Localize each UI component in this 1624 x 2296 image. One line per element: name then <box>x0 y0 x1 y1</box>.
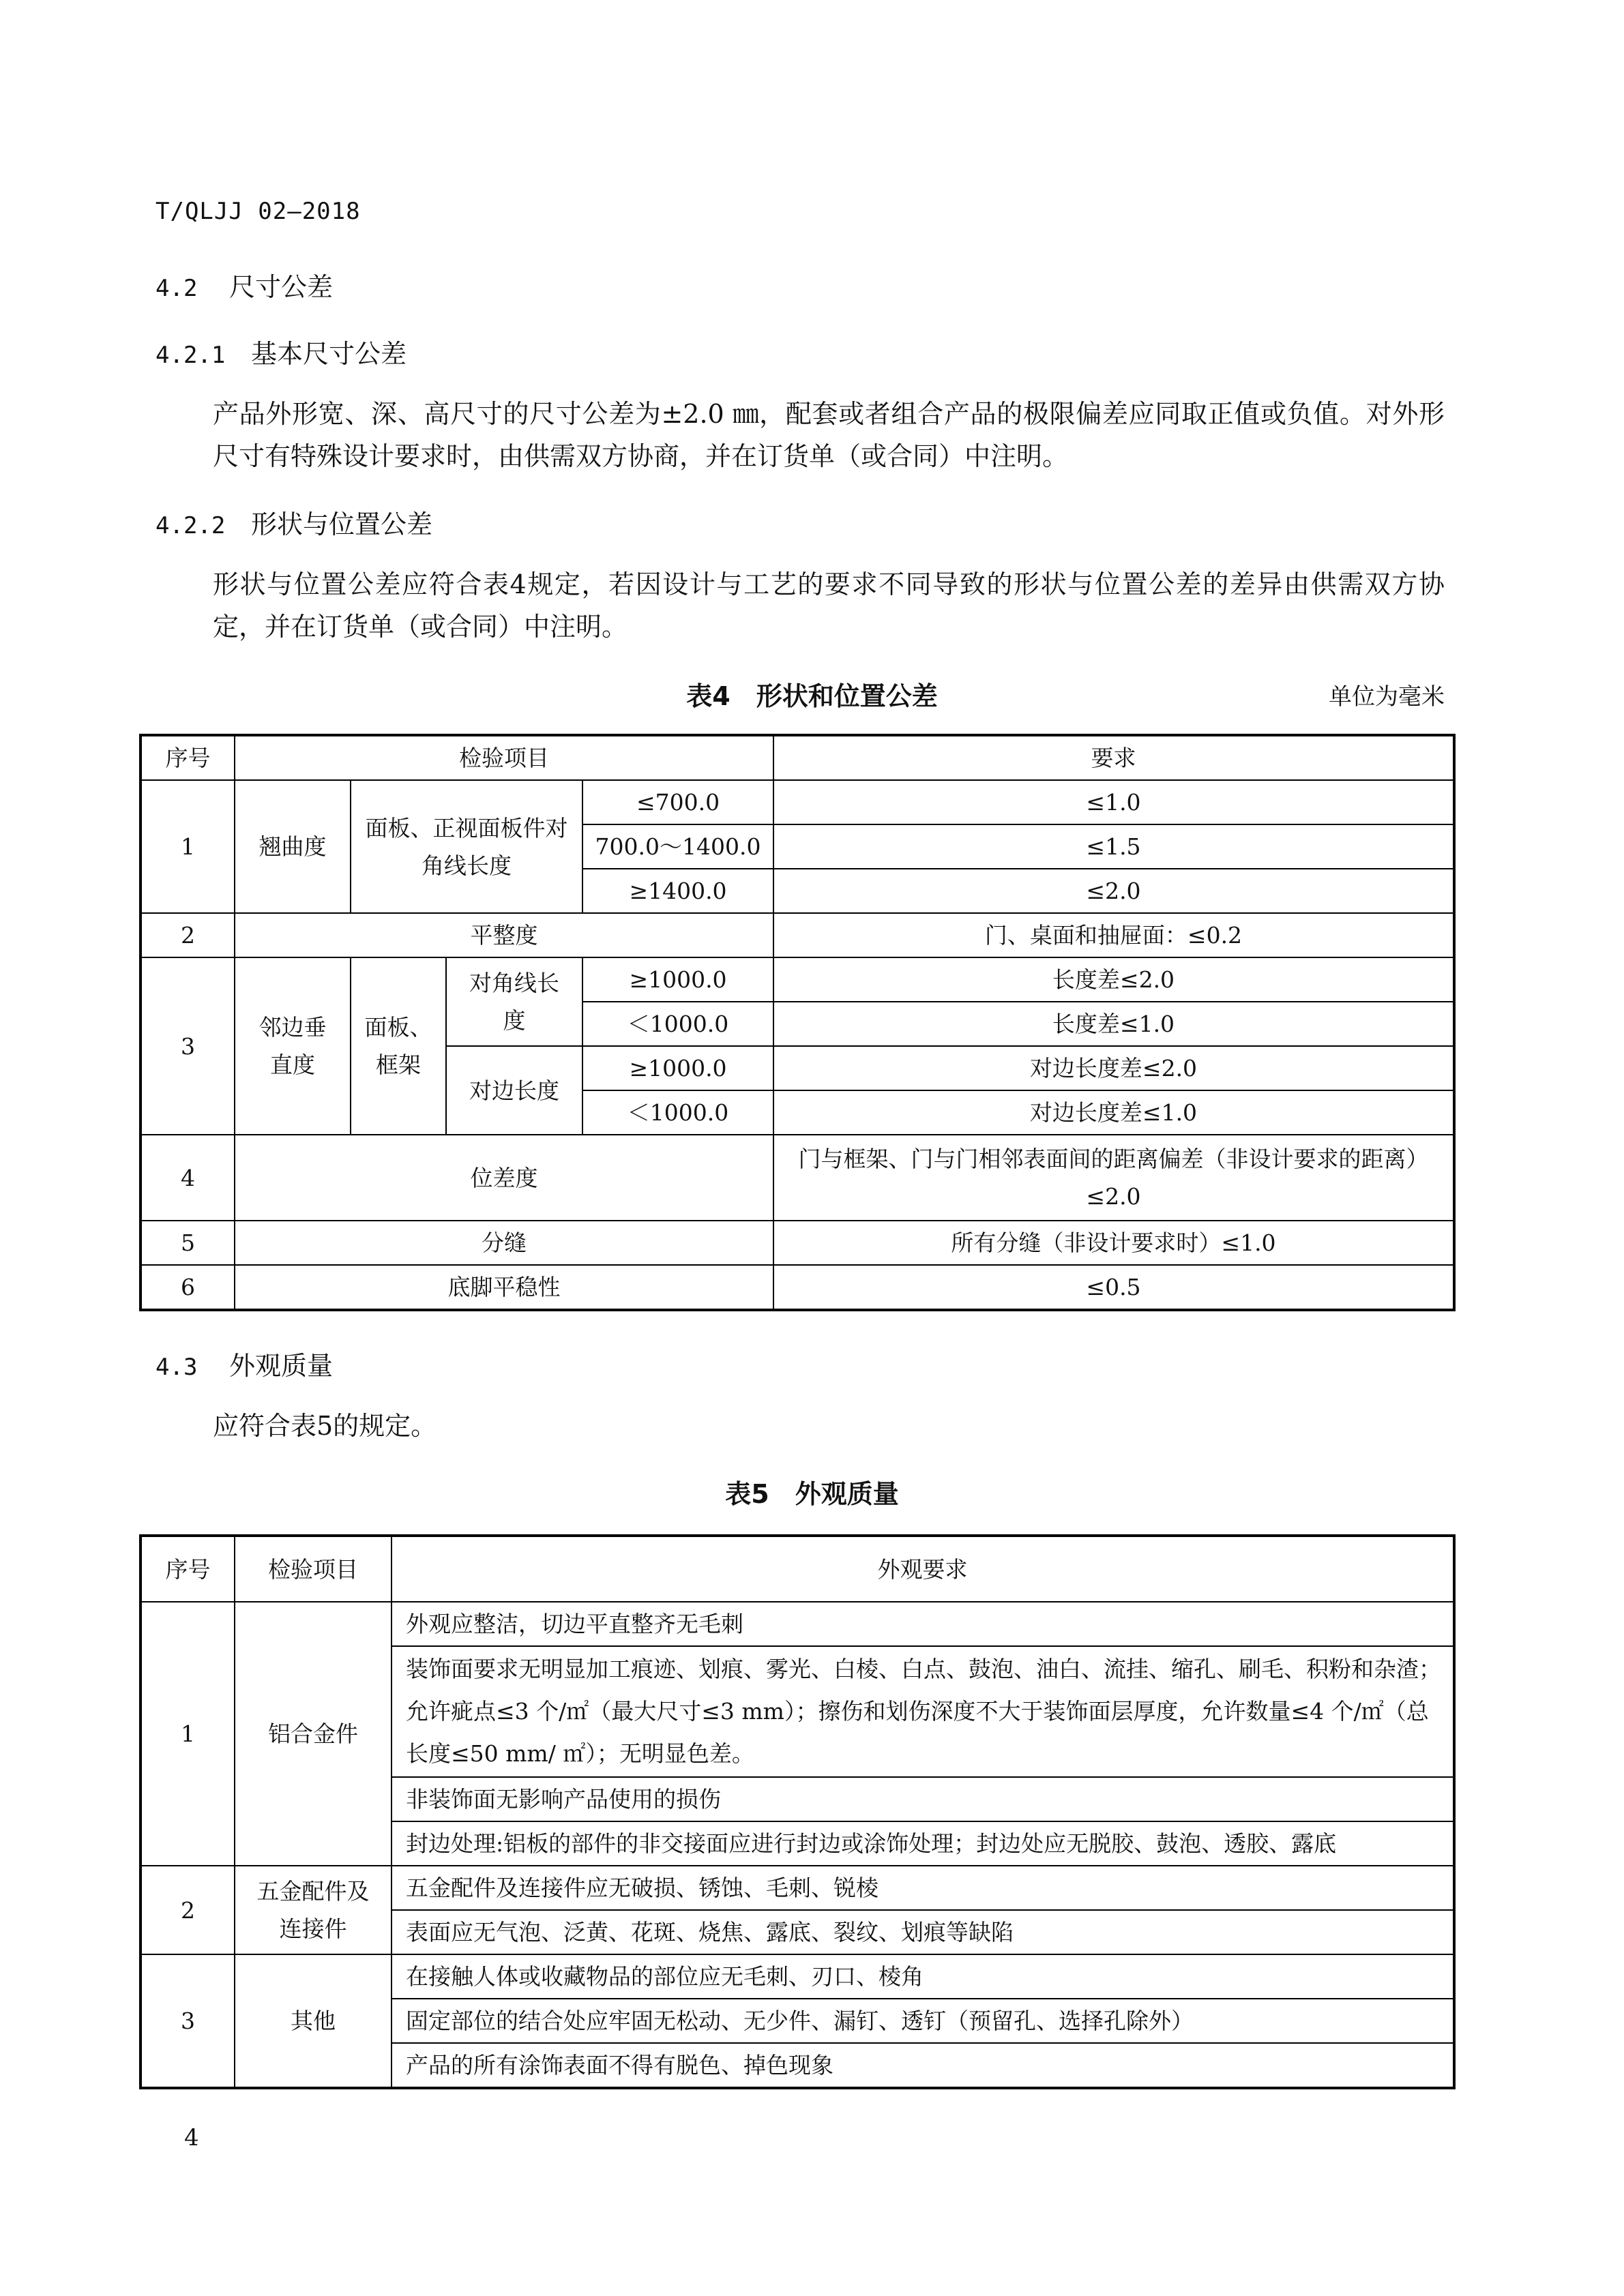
row-diag: 对角线长度 <box>446 957 582 1046</box>
section-title: 尺寸公差 <box>229 272 334 302</box>
table4-caption: 表4 形状和位置公差 <box>686 681 938 711</box>
row-item: 五金配件及连接件 <box>235 1866 392 1954</box>
header-item: 检验项目 <box>235 1536 392 1602</box>
row-req: 外观应整洁，切边平直整齐无毛刺 <box>392 1602 1454 1646</box>
table-row <box>141 1221 1454 1265</box>
header-req: 要求 <box>773 735 1454 780</box>
table-row <box>141 780 1454 824</box>
row-no: 1 <box>141 1602 235 1866</box>
row-req: ≤1.0 <box>773 780 1454 824</box>
row-req: ≤0.5 <box>773 1265 1454 1310</box>
row-req: 表面应无气泡、泛黄、花斑、烧焦、露底、裂纹、划痕等缺陷 <box>392 1910 1454 1954</box>
row-req: 装饰面要求无明显加工痕迹、划痕、雾光、白棱、白点、鼓泡、油白、流挂、缩孔、刷毛、积粉和杂渣；允许疵点≤3 个/㎡（最大尺寸≤3 mm）；擦伤和划伤深度不大于装饰面层厚度，允许数量≤4 个/㎡（总长度≤50 mm/ ㎡）；无明显色差。 <box>392 1646 1454 1777</box>
header-no: 序号 <box>141 1536 235 1602</box>
row-sub: 面板、正视面板件对角线长度 <box>351 780 582 913</box>
section-title: 形状与位置公差 <box>251 509 433 539</box>
table-header-row <box>141 735 1454 780</box>
paragraph-text: 应符合表5的规定。 <box>213 1411 437 1441</box>
row-no: 3 <box>141 1954 235 2088</box>
row-item: 底脚平稳性 <box>235 1265 773 1310</box>
row-no: 6 <box>141 1265 235 1310</box>
row-range: ＜1000.0 <box>582 1002 773 1046</box>
row-item: 邻边垂直度 <box>235 957 351 1135</box>
table-row <box>141 1135 1454 1221</box>
section-title: 外观质量 <box>229 1351 334 1381</box>
row-req: 在接触人体或收藏物品的部位应无毛刺、刃口、棱角 <box>392 1954 1454 1999</box>
header-req: 外观要求 <box>392 1536 1454 1602</box>
row-req: 长度差≤2.0 <box>773 957 1454 1002</box>
row-range: ≥1400.0 <box>582 869 773 913</box>
section-number: 4.2 <box>156 275 198 302</box>
row-no: 5 <box>141 1221 235 1265</box>
table-row <box>141 913 1454 957</box>
row-range: ≥1000.0 <box>582 957 773 1002</box>
row-sub: 面板、框架 <box>351 957 446 1135</box>
section-number: 4.2.2 <box>156 512 226 539</box>
section-4-2-1-heading <box>156 333 407 370</box>
row-req: ≤2.0 <box>773 869 1454 913</box>
row-item: 其他 <box>235 1954 392 2088</box>
section-4-2-heading <box>156 266 333 303</box>
row-req: 固定部位的结合处应牢固无松动、无少件、漏钉、透钉（预留孔、选择孔除外） <box>392 1999 1454 2043</box>
row-req: 所有分缝（非设计要求时）≤1.0 <box>773 1221 1454 1265</box>
row-req: 对边长度差≤1.0 <box>773 1090 1454 1135</box>
table-header-row <box>141 1536 1454 1602</box>
row-req: 五金配件及连接件应无破损、锈蚀、毛刺、锐棱 <box>392 1866 1454 1910</box>
table-row <box>141 1602 1454 1646</box>
paragraph-4-2-1 <box>156 393 1445 477</box>
row-req: ≤1.5 <box>773 824 1454 869</box>
row-req: 产品的所有涂饰表面不得有脱色、掉色现象 <box>392 2043 1454 2088</box>
paragraph-4-3 <box>156 1405 1445 1447</box>
row-req: 门与框架、门与门相邻表面间的距离偏差（非设计要求的距离）≤2.0 <box>773 1135 1454 1221</box>
table-row <box>141 957 1454 1002</box>
row-item: 分缝 <box>235 1221 773 1265</box>
section-number: 4.3 <box>156 1354 198 1381</box>
table4-unit: 单位为毫米 <box>1329 683 1445 711</box>
page-number: 4 <box>184 2124 199 2151</box>
row-range: ≥1000.0 <box>582 1046 773 1090</box>
row-range: ≤700.0 <box>582 780 773 824</box>
row-item: 翘曲度 <box>235 780 351 913</box>
row-req: 非装饰面无影响产品使用的损伤 <box>392 1777 1454 1821</box>
row-req: 长度差≤1.0 <box>773 1002 1454 1046</box>
document-code: T/QLJJ 02—2018 <box>156 198 361 225</box>
table-row <box>141 1954 1454 1999</box>
row-no: 2 <box>141 913 235 957</box>
table-row <box>141 1866 1454 1910</box>
row-item: 铝合金件 <box>235 1602 392 1866</box>
paragraph-text: 产品外形宽、深、高尺寸的尺寸公差为±2.0 ㎜，配套或者组合产品的极限偏差应同取正值或负值。对外形尺寸有特殊设计要求时，由供需双方协商，并在订货单（或合同）中注明。 <box>213 399 1445 471</box>
section-4-3-heading <box>156 1345 333 1382</box>
section-number: 4.2.1 <box>156 342 226 369</box>
header-no: 序号 <box>141 735 235 780</box>
table-5 <box>139 1534 1456 2089</box>
section-4-2-2-heading <box>156 503 432 541</box>
table-row <box>141 1265 1454 1310</box>
section-title: 基本尺寸公差 <box>251 339 407 369</box>
row-item: 位差度 <box>235 1135 773 1221</box>
row-no: 4 <box>141 1135 235 1221</box>
row-no: 1 <box>141 780 235 913</box>
paragraph-text: 形状与位置公差应符合表4规定，若因设计与工艺的要求不同导致的形状与位置公差的差异由供需双方协定，并在订货单（或合同）中注明。 <box>213 569 1445 642</box>
row-item: 平整度 <box>235 913 773 957</box>
paragraph-4-2-2 <box>156 563 1445 648</box>
header-item: 检验项目 <box>235 735 773 780</box>
row-req: 封边处理:铝板的部件的非交接面应进行封边或涂饰处理；封边处应无脱胶、鼓泡、透胶、露底 <box>392 1821 1454 1866</box>
row-req: 门、桌面和抽屉面：≤0.2 <box>773 913 1454 957</box>
row-range: ＜1000.0 <box>582 1090 773 1135</box>
row-no: 2 <box>141 1866 235 1954</box>
row-range: 700.0～1400.0 <box>582 824 773 869</box>
row-no: 3 <box>141 957 235 1135</box>
row-req: 对边长度差≤2.0 <box>773 1046 1454 1090</box>
row-side: 对边长度 <box>446 1046 582 1135</box>
table-4 <box>139 734 1456 1311</box>
table5-caption: 表5 外观质量 <box>725 1479 899 1509</box>
